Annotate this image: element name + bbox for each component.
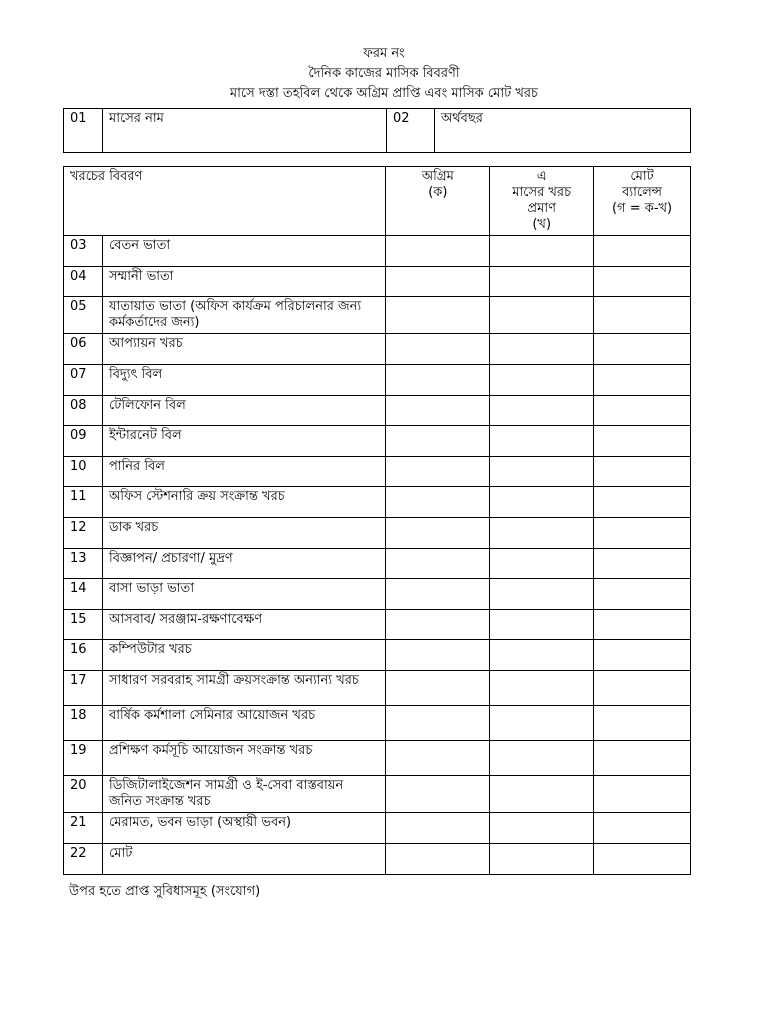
balance-cell[interactable] (594, 426, 691, 457)
balance-cell[interactable] (594, 457, 691, 487)
advance-cell[interactable] (386, 267, 490, 297)
row-label: সাধারণ সরবরাহ সামগ্রী ক্রয়সংক্রান্ত অন্যান্য খরচ (102, 671, 385, 706)
expense-cell[interactable] (490, 741, 594, 776)
row-label: যাতায়াত ভাতা (অফিস কার্যক্রম পরিচালনার জন্য কর্মকর্তাদের জন্য) (102, 297, 385, 334)
row-number: 13 (64, 549, 103, 579)
info-table (63, 108, 691, 153)
table-row (64, 518, 691, 549)
advance-cell[interactable] (386, 741, 490, 776)
advance-cell[interactable] (386, 487, 490, 518)
expense-table (63, 166, 691, 875)
row-number: 08 (64, 396, 103, 426)
header-expense-line2: মাসের খরচ (512, 185, 572, 200)
advance-cell[interactable] (386, 426, 490, 457)
balance-cell[interactable] (594, 579, 691, 610)
header-expense-line1: এ (536, 169, 547, 184)
row-label: আপ্যায়ন খরচ (102, 334, 385, 365)
expense-cell[interactable] (490, 610, 594, 640)
row-label: বার্ষিক কর্মশালা সেমিনার আয়োজন খরচ (102, 706, 385, 741)
table-row (64, 844, 691, 875)
header-balance-line2: ব্যালেন্স (622, 185, 663, 200)
balance-cell[interactable] (594, 671, 691, 706)
advance-cell[interactable] (386, 579, 490, 610)
expense-cell[interactable] (490, 426, 594, 457)
header-balance-line1: মোট (630, 169, 654, 184)
table-row (64, 334, 691, 365)
advance-cell[interactable] (386, 365, 490, 396)
expense-cell[interactable] (490, 579, 594, 610)
table-row (64, 487, 691, 518)
advance-cell[interactable] (386, 776, 490, 813)
balance-cell[interactable] (594, 267, 691, 297)
row-label: বাসা ভাড়া ভাতা (102, 579, 385, 610)
fiscal-year-field[interactable]: অর্থবছর (435, 109, 691, 153)
balance-cell[interactable] (594, 741, 691, 776)
form-number-title: ফরম নং (363, 46, 405, 61)
table-row (64, 365, 691, 396)
header-expense-mark: (খ) (532, 217, 552, 232)
month-field[interactable]: মাসের নাম (103, 109, 387, 153)
expense-cell[interactable] (490, 236, 594, 267)
balance-cell[interactable] (594, 813, 691, 844)
table-row (64, 297, 691, 334)
row-number: 19 (64, 741, 103, 776)
row-number: 21 (64, 813, 103, 844)
header-balance-mark: (গ = ক-খ) (611, 201, 673, 216)
table-row (64, 579, 691, 610)
header-expense (490, 167, 594, 236)
balance-cell[interactable] (594, 334, 691, 365)
advance-cell[interactable] (386, 549, 490, 579)
header-balance (594, 167, 691, 236)
header-advance-label: অগ্রিম (421, 169, 454, 184)
advance-cell[interactable] (386, 297, 490, 334)
row-number: 18 (64, 706, 103, 741)
expense-cell[interactable] (490, 844, 594, 875)
expense-cell[interactable] (490, 549, 594, 579)
expense-cell[interactable] (490, 334, 594, 365)
row-number: 10 (64, 457, 103, 487)
table-header-row (64, 167, 691, 236)
balance-cell[interactable] (594, 549, 691, 579)
balance-cell[interactable] (594, 236, 691, 267)
row-label: ইন্টারনেট বিল (102, 426, 385, 457)
table-row (64, 671, 691, 706)
row-label: প্রশিক্ষণ কর্মসূচি আয়োজন সংক্রান্ত খরচ (102, 741, 385, 776)
table-row (64, 267, 691, 297)
table-row (64, 610, 691, 640)
balance-cell[interactable] (594, 396, 691, 426)
row-number: 07 (64, 365, 103, 396)
info-row (64, 109, 691, 153)
table-row (64, 457, 691, 487)
balance-cell[interactable] (594, 776, 691, 813)
row-label: অফিস স্টেশনারি ক্রয় সংক্রান্ত খরচ (102, 487, 385, 518)
expense-cell[interactable] (490, 518, 594, 549)
balance-cell[interactable] (594, 297, 691, 334)
row-label: কম্পিউটার খরচ (102, 640, 385, 671)
advance-cell[interactable] (386, 334, 490, 365)
advance-cell[interactable] (386, 396, 490, 426)
advance-cell[interactable] (386, 671, 490, 706)
row-number: 06 (64, 334, 103, 365)
row-label: আসবাব/ সরঞ্জাম-রক্ষণাবেক্ষণ (102, 610, 385, 640)
expense-cell[interactable] (490, 706, 594, 741)
expense-cell[interactable] (490, 640, 594, 671)
advance-cell[interactable] (386, 844, 490, 875)
row-label: বেতন ভাতা (102, 236, 385, 267)
row-number: 09 (64, 426, 103, 457)
row-number: 17 (64, 671, 103, 706)
row-number: 11 (64, 487, 103, 518)
expense-cell[interactable] (490, 267, 594, 297)
expense-cell[interactable] (490, 671, 594, 706)
header-advance-mark: (ক) (428, 185, 448, 200)
header-expense-line3: প্রমাণ (527, 201, 556, 216)
fiscal-year-number: 02 (387, 109, 435, 153)
table-row (64, 549, 691, 579)
form-subtitle: মাসে দস্তা তহবিল থেকে অগ্রিম প্রাপ্তি এবং মাসিক মোট খরচ (229, 86, 539, 101)
expense-cell[interactable] (490, 365, 594, 396)
table-row (64, 706, 691, 741)
footer-note: উপর হতে প্রাপ্ত সুবিধাসমূহ (সংযোগ) (69, 884, 261, 899)
row-label: ডাক খরচ (102, 518, 385, 549)
advance-cell[interactable] (386, 518, 490, 549)
row-number: 20 (64, 776, 103, 813)
advance-cell[interactable] (386, 457, 490, 487)
expense-cell[interactable] (490, 297, 594, 334)
table-row (64, 741, 691, 776)
balance-cell[interactable] (594, 640, 691, 671)
advance-cell[interactable] (386, 706, 490, 741)
advance-cell[interactable] (386, 610, 490, 640)
row-number: 12 (64, 518, 103, 549)
table-body (64, 236, 691, 875)
table-row (64, 396, 691, 426)
row-label: সম্মানী ভাতা (102, 267, 385, 297)
balance-cell[interactable] (594, 610, 691, 640)
row-number: 04 (64, 267, 103, 297)
expense-cell[interactable] (490, 487, 594, 518)
row-label: টেলিফোন বিল (102, 396, 385, 426)
row-label: বিজ্ঞাপন/ প্রচারণা/ মুদ্রণ (102, 549, 385, 579)
row-label: মোট (102, 844, 385, 875)
balance-cell[interactable] (594, 365, 691, 396)
header-advance (386, 167, 490, 236)
table-row (64, 776, 691, 813)
balance-cell[interactable] (594, 706, 691, 741)
form-title: দৈনিক কাজের মাসিক বিবরণী (308, 66, 460, 81)
row-label: ডিজিটালাইজেশন সামগ্রী ও ই-সেবা বাস্তবায়ন জনিত সংক্রান্ত খরচ (102, 776, 385, 813)
balance-cell[interactable] (594, 518, 691, 549)
row-number: 14 (64, 579, 103, 610)
month-number: 01 (64, 109, 103, 153)
row-label: পানির বিল (102, 457, 385, 487)
row-number: 15 (64, 610, 103, 640)
advance-cell[interactable] (386, 640, 490, 671)
table-row (64, 813, 691, 844)
table-row (64, 426, 691, 457)
expense-cell[interactable] (490, 776, 594, 813)
table-row (64, 236, 691, 267)
expense-cell[interactable] (490, 813, 594, 844)
row-number: 22 (64, 844, 103, 875)
row-number: 03 (64, 236, 103, 267)
expense-cell[interactable] (490, 396, 594, 426)
row-label: মেরামত, ভবন ভাড়া (অস্থায়ী ভবন) (102, 813, 385, 844)
row-label: বিদ্যুৎ বিল (102, 365, 385, 396)
row-number: 05 (64, 297, 103, 334)
balance-cell[interactable] (594, 844, 691, 875)
advance-cell[interactable] (386, 813, 490, 844)
row-number: 16 (64, 640, 103, 671)
advance-cell[interactable] (386, 236, 490, 267)
form-header (0, 44, 768, 104)
table-row (64, 640, 691, 671)
header-description: খরচের বিবরণ (64, 167, 386, 236)
balance-cell[interactable] (594, 487, 691, 518)
expense-cell[interactable] (490, 457, 594, 487)
